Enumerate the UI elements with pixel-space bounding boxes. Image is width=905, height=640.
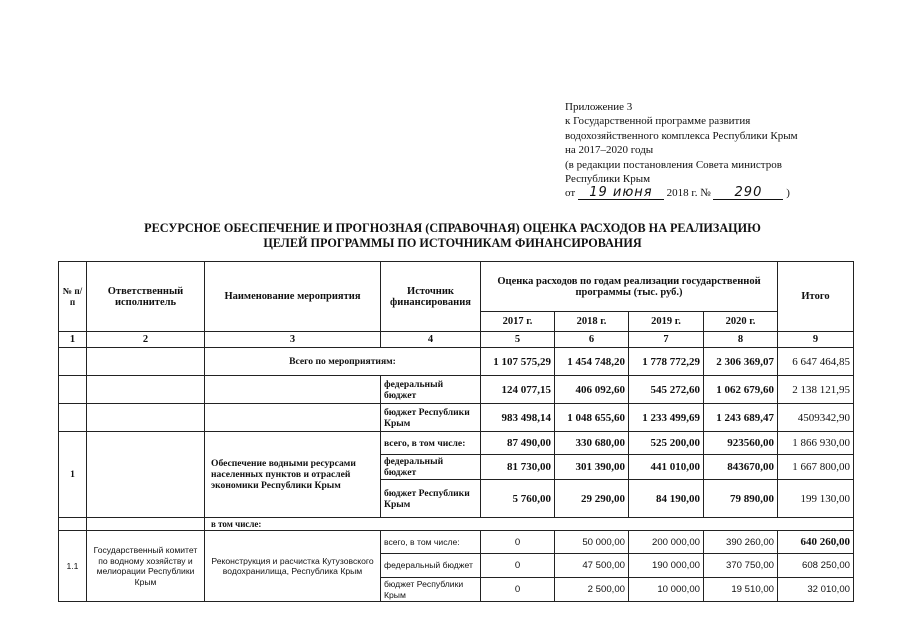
value-cell: 1 107 575,29 [481, 348, 555, 376]
source-cell: бюджет Республики Крым [381, 578, 481, 602]
appendix-line: водохозяйственного комплекса Республики Крым [565, 129, 798, 142]
header-executor: Ответственный исполнитель [87, 262, 205, 332]
value-cell: 47 500,00 [555, 554, 629, 578]
signature-line [565, 186, 798, 200]
handwritten-number: 290 [713, 187, 783, 200]
col-number: 9 [778, 332, 854, 348]
value-cell: 1 048 655,60 [555, 404, 629, 432]
value-cell: 0 [481, 531, 555, 554]
table-row-item11-total [59, 531, 854, 554]
total-cell: 32 010,00 [778, 578, 854, 602]
header-row [59, 262, 854, 312]
header-source: Источник финансирования [381, 262, 481, 332]
value-cell: 406 092,60 [555, 376, 629, 404]
value-cell: 84 190,00 [629, 480, 704, 518]
appendix-block [565, 100, 798, 201]
value-cell: 390 260,00 [704, 531, 778, 554]
value-cell: 200 000,00 [629, 531, 704, 554]
appendix-line: Республики Крым [565, 173, 651, 186]
value-cell: 330 680,00 [555, 432, 629, 455]
total-cell: 1 667 800,00 [778, 455, 854, 480]
value-cell: 124 077,15 [481, 376, 555, 404]
value-cell: 1 233 499,69 [629, 404, 704, 432]
header-year: 2018 г. [555, 312, 629, 332]
header-year: 2019 г. [629, 312, 704, 332]
value-cell: 1 062 679,60 [704, 376, 778, 404]
total-cell: 608 250,00 [778, 554, 854, 578]
total-cell: 1 866 930,00 [778, 432, 854, 455]
table-row-section1-total [59, 432, 854, 455]
total-cell: 6 647 464,85 [778, 348, 854, 376]
item-executor: Государственный комитет по водному хозяйству и мелиорации Республики Крым [87, 531, 205, 602]
value-cell: 29 290,00 [555, 480, 629, 518]
value-cell: 0 [481, 578, 555, 602]
total-cell: 199 130,00 [778, 480, 854, 518]
value-cell: 1 778 772,29 [629, 348, 704, 376]
header-event: Наименование мероприятия [205, 262, 381, 332]
value-cell: 190 000,00 [629, 554, 704, 578]
col-number: 4 [381, 332, 481, 348]
col-number: 5 [481, 332, 555, 348]
appendix-line: Приложение 3 [565, 101, 633, 113]
col-number: 1 [59, 332, 87, 348]
appendix-line: к Государственной программе развития [565, 115, 751, 128]
col-number: 3 [205, 332, 381, 348]
value-cell: 5 760,00 [481, 480, 555, 518]
header-year: 2017 г. [481, 312, 555, 332]
header-year: 2020 г. [704, 312, 778, 332]
value-cell: 10 000,00 [629, 578, 704, 602]
table-row-all-events [59, 348, 854, 376]
document-title [0, 221, 905, 251]
table-row-federal [59, 376, 854, 404]
value-cell: 441 010,00 [629, 455, 704, 480]
title-line-1: РЕСУРСНОЕ ОБЕСПЕЧЕНИЕ И ПРОГНОЗНАЯ (СПРАВОЧНАЯ) ОЦЕНКА РАСХОДОВ НА РЕАЛИЗАЦИЮ [144, 221, 761, 235]
value-cell: 1 243 689,47 [704, 404, 778, 432]
col-number: 8 [704, 332, 778, 348]
source-cell: бюджет Республики Крым [381, 404, 481, 432]
source-cell: федеральный бюджет [381, 376, 481, 404]
value-cell: 843670,00 [704, 455, 778, 480]
section-event-name: Обеспечение водными ресурсами населенных пунктов и отраслей экономики Республики Крым [205, 432, 381, 518]
year-text: 2018 г. № [666, 187, 711, 200]
item-number: 1.1 [59, 531, 87, 602]
value-cell: 370 750,00 [704, 554, 778, 578]
title-line-2: ЦЕЛЕЙ ПРОГРАММЫ ПО ИСТОЧНИКАМ ФИНАНСИРОВАНИЯ [263, 236, 642, 250]
header-estimate: Оценка расходов по годам реализации государственной программы (тыс. руб.) [481, 262, 778, 312]
including-label: в том числе: [205, 518, 854, 531]
appendix-line: (в редакции постановления Совета министров [565, 158, 782, 171]
value-cell: 983 498,14 [481, 404, 555, 432]
handwritten-date: 19 июня [578, 187, 664, 200]
value-cell: 2 306 369,07 [704, 348, 778, 376]
col-number: 7 [629, 332, 704, 348]
total-cell: 640 260,00 [778, 531, 854, 554]
value-cell: 545 272,60 [629, 376, 704, 404]
source-cell: федеральный бюджет [381, 455, 481, 480]
value-cell: 2 500,00 [555, 578, 629, 602]
table-row-including [59, 518, 854, 531]
header-total: Итого [778, 262, 854, 332]
value-cell: 50 000,00 [555, 531, 629, 554]
item-event-name: Реконструкция и расчистка Кутузовского водохранилища, Республика Крым [205, 531, 381, 602]
all-events-label: Всего по мероприятиям: [205, 348, 481, 376]
header-num: № п/п [59, 262, 87, 332]
appendix-line: на 2017–2020 годы [565, 144, 654, 157]
source-cell: бюджет Республики Крым [381, 480, 481, 518]
value-cell: 525 200,00 [629, 432, 704, 455]
total-cell: 4509342,90 [778, 404, 854, 432]
value-cell: 301 390,00 [555, 455, 629, 480]
value-cell: 1 454 748,20 [555, 348, 629, 376]
value-cell: 79 890,00 [704, 480, 778, 518]
value-cell: 19 510,00 [704, 578, 778, 602]
table-row-republic [59, 404, 854, 432]
source-cell: федеральный бюджет [381, 554, 481, 578]
closing-paren: ) [786, 187, 790, 200]
value-cell: 0 [481, 554, 555, 578]
col-number: 6 [555, 332, 629, 348]
source-cell: всего, в том числе: [381, 432, 481, 455]
value-cell: 923560,00 [704, 432, 778, 455]
column-numbers-row [59, 332, 854, 348]
from-prefix: от [565, 187, 576, 200]
value-cell: 81 730,00 [481, 455, 555, 480]
section-number: 1 [59, 432, 87, 518]
total-cell: 2 138 121,95 [778, 376, 854, 404]
value-cell: 87 490,00 [481, 432, 555, 455]
resource-table [58, 261, 854, 602]
col-number: 2 [87, 332, 205, 348]
source-cell: всего, в том числе: [381, 531, 481, 554]
